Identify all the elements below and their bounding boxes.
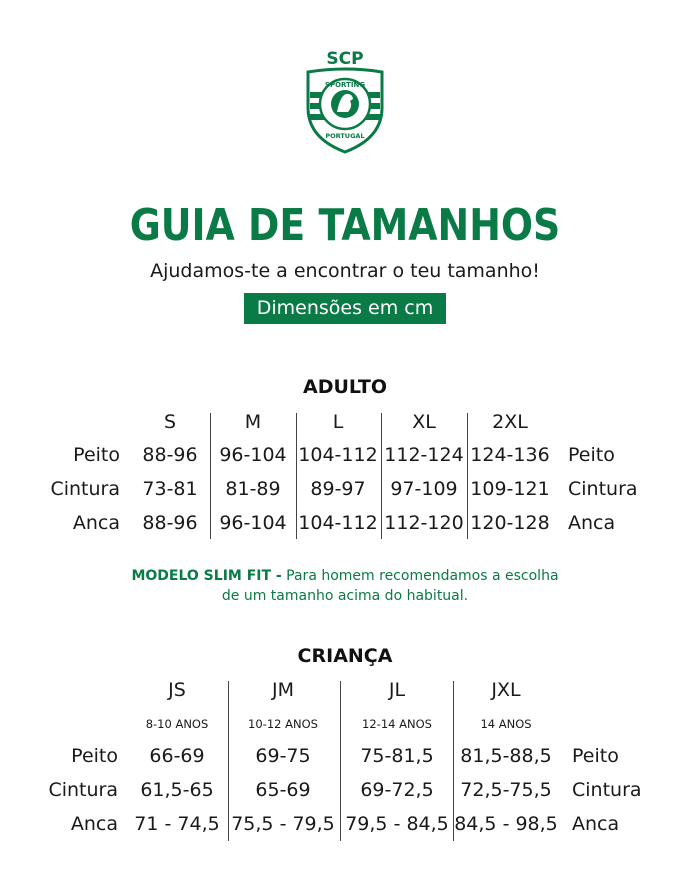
measurement-cell: 72,5-75,5 — [460, 779, 552, 801]
row-label-right: Anca — [572, 813, 620, 835]
size-header-s: S — [163, 411, 177, 433]
svg-text:SPORTING: SPORTING — [324, 81, 366, 89]
measurement-cell: 124-136 — [470, 444, 550, 466]
measurement-cell: 66-69 — [149, 745, 205, 767]
column-divider — [296, 413, 297, 539]
row-label-left: Cintura — [48, 779, 118, 801]
column-divider — [210, 413, 211, 539]
measurement-cell: 81,5-88,5 — [460, 745, 552, 767]
row-label-left: Peito — [73, 444, 120, 466]
measurement-cell: 112-124 — [384, 444, 464, 466]
measurement-cell: 69-75 — [255, 745, 311, 767]
svg-text:SCP: SCP — [326, 49, 364, 69]
measurement-cell: 109-121 — [470, 478, 550, 500]
svg-text:PORTUGAL: PORTUGAL — [325, 132, 365, 140]
measurement-cell: 65-69 — [255, 779, 311, 801]
measurement-cell: 61,5-65 — [140, 779, 214, 801]
measurement-cell: 89-97 — [310, 478, 366, 500]
measurement-cell: 88-96 — [142, 512, 198, 534]
measurement-cell: 69-72,5 — [360, 779, 434, 801]
units-badge: Dimensões em cm — [244, 293, 446, 324]
kids-section-title: CRIANÇA — [297, 645, 393, 667]
size-header-jxl: JXL — [491, 679, 521, 701]
size-header-m: M — [244, 411, 262, 433]
row-label-right: Peito — [572, 745, 619, 767]
measurement-cell: 120-128 — [470, 512, 550, 534]
column-divider — [340, 681, 341, 841]
row-label-right: Anca — [568, 512, 616, 534]
measurement-cell: 75-81,5 — [360, 745, 434, 767]
measurement-cell: 104-112 — [298, 444, 378, 466]
measurement-cell: 81-89 — [225, 478, 281, 500]
measurement-cell: 112-120 — [384, 512, 464, 534]
row-label-right: Peito — [568, 444, 615, 466]
size-header-2xl: 2XL — [492, 411, 528, 433]
measurement-cell: 84,5 - 98,5 — [454, 813, 558, 835]
measurement-cell: 79,5 - 84,5 — [345, 813, 449, 835]
row-label-right: Cintura — [572, 779, 642, 801]
measurement-cell: 97-109 — [390, 478, 458, 500]
age-range-label: 10-12 ANOS — [248, 717, 318, 731]
age-range-label: 8-10 ANOS — [145, 717, 209, 731]
size-header-l: L — [332, 411, 344, 433]
measurement-cell: 96-104 — [219, 444, 287, 466]
column-divider — [467, 413, 468, 539]
size-header-jm: JM — [272, 679, 294, 701]
measurement-cell: 73-81 — [142, 478, 198, 500]
column-divider — [381, 413, 382, 539]
measurement-cell: 96-104 — [219, 512, 287, 534]
row-label-left: Peito — [71, 745, 118, 767]
size-header-js: JS — [168, 679, 186, 701]
page-title: GUIA DE TAMANHOS — [129, 200, 561, 251]
measurement-cell: 71 - 74,5 — [134, 813, 220, 835]
column-divider — [453, 681, 454, 841]
slim-fit-line1: Para homem recomendamos a escolha — [281, 568, 559, 584]
sporting-logo — [300, 46, 390, 156]
age-range-label: 12-14 ANOS — [362, 717, 432, 731]
measurement-cell: 104-112 — [298, 512, 378, 534]
size-header-jl: JL — [388, 679, 406, 701]
measurement-cell: 88-96 — [142, 444, 198, 466]
row-label-right: Cintura — [568, 478, 638, 500]
page-subtitle: Ajudamos-te a encontrar o teu tamanho! — [150, 260, 540, 282]
row-label-left: Anca — [70, 813, 118, 835]
slim-fit-line2: de um tamanho acima do habitual. — [221, 588, 469, 604]
age-range-label: 14 ANOS — [480, 717, 532, 731]
size-header-xl: XL — [412, 411, 436, 433]
row-label-left: Anca — [72, 512, 120, 534]
measurement-cell: 75,5 - 79,5 — [231, 813, 335, 835]
column-divider — [228, 681, 229, 841]
slim-fit-note — [0, 566, 690, 606]
adult-section-title: ADULTO — [303, 376, 387, 398]
slim-fit-label: MODELO SLIM FIT - — [131, 568, 282, 584]
row-label-left: Cintura — [50, 478, 120, 500]
